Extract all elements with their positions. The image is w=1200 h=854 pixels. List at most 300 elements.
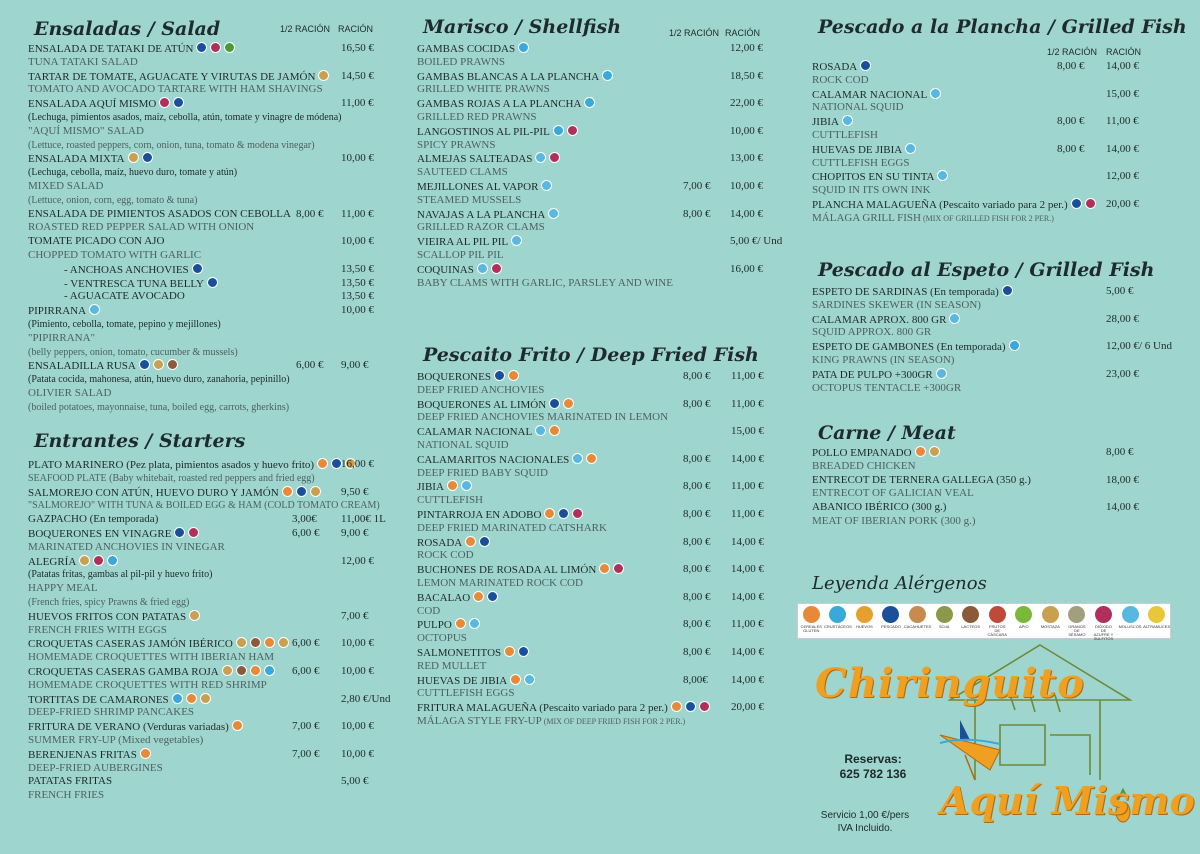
menu-row xyxy=(417,180,787,194)
item-name xyxy=(812,368,947,383)
crustacean-icon xyxy=(107,555,118,566)
allergen-icon xyxy=(803,606,820,623)
fish-icon xyxy=(487,591,498,602)
menu-row xyxy=(28,318,388,332)
item-text: FRITURA MALAGUEÑA (Pescaito variado para 2 per.) xyxy=(417,702,668,715)
item-translation xyxy=(28,789,104,803)
item-name xyxy=(28,304,100,319)
item-name xyxy=(28,290,185,304)
item-text: PATA DE PULPO +300GR xyxy=(812,368,933,381)
item-name xyxy=(812,446,940,461)
sulphite-icon xyxy=(613,563,624,574)
section-title: Pescado al Espeto / Grilled Fish xyxy=(818,259,1155,281)
sulphite-icon xyxy=(188,527,199,538)
menu-row xyxy=(812,60,1184,74)
item-text: ROSADA xyxy=(417,536,463,549)
full-price: 14,00 € xyxy=(1106,60,1139,72)
item-text: OCTOPUS TENTACLE +300GR xyxy=(812,381,962,394)
item-text: BOQUERONES EN VINAGRE xyxy=(28,527,172,540)
gluten-icon xyxy=(465,536,476,547)
half-price: 6,00 € xyxy=(292,637,320,650)
item-text: (Patatas fritas, gambas al pil-pil y huevo frito) xyxy=(28,569,213,581)
item-name xyxy=(417,70,613,85)
item-name xyxy=(28,775,112,789)
full-price: 13,50 € xyxy=(341,262,374,275)
menu-row xyxy=(417,398,787,412)
item-text: (Lechuga, pimientos asados, maíz, cebolla, atún, tomate y vinagre de módena) xyxy=(28,111,342,123)
menu-row xyxy=(28,208,388,222)
celery-icon xyxy=(224,42,235,53)
item-text: CUTTLEFISH EGGS xyxy=(417,687,515,700)
item-translation xyxy=(28,582,98,596)
menu-row xyxy=(28,346,388,360)
menu-row xyxy=(28,111,388,125)
mollusc-icon xyxy=(89,304,100,315)
menu-row xyxy=(417,618,787,632)
menu-row xyxy=(417,235,787,249)
full-price: 11,00 € xyxy=(731,370,764,382)
menu-row xyxy=(28,486,388,500)
menu-row xyxy=(812,446,1184,460)
item-translation xyxy=(28,596,189,610)
egg-icon xyxy=(318,70,329,81)
menu-row xyxy=(28,263,388,277)
crustacean-icon xyxy=(1009,340,1020,351)
item-name xyxy=(417,701,710,716)
item-name xyxy=(28,111,342,125)
menu-row xyxy=(417,411,787,425)
menu-row xyxy=(417,249,787,263)
item-translation xyxy=(812,299,981,313)
menu-row xyxy=(28,472,388,486)
plancha-list xyxy=(812,60,1184,226)
menu-row xyxy=(812,74,1184,88)
full-price: 8,00 € xyxy=(1106,446,1134,458)
header-full: RACIÓN xyxy=(725,28,761,38)
item-text: MÁLAGA STYLE FRY-UP xyxy=(417,714,542,727)
item-translation xyxy=(812,460,916,474)
menu-row xyxy=(28,568,388,582)
menu-row xyxy=(28,387,388,401)
half-price: 7,00 € xyxy=(683,179,711,192)
menu-row xyxy=(28,458,388,472)
item-text: CALAMAR NACIONAL xyxy=(417,426,533,439)
full-price: 16,00 € xyxy=(730,262,763,275)
menu-row xyxy=(28,692,391,707)
header-full: RACIÓN xyxy=(1106,47,1142,57)
item-text: GRILLED RED PRAWNS xyxy=(417,110,537,123)
egg-icon xyxy=(278,637,289,648)
menu-row xyxy=(28,42,388,56)
item-text: MEAT OF IBERIAN PORK (300 g.) xyxy=(812,514,976,527)
item-name xyxy=(417,152,560,167)
allergen-icon xyxy=(856,606,873,623)
item-text: "AQUÍ MISMO" SALAD xyxy=(28,124,144,137)
item-translation xyxy=(417,549,474,563)
item-text: HUEVAS DE JIBIA xyxy=(417,674,508,687)
item-translation xyxy=(812,184,931,198)
mollusc-icon xyxy=(524,674,535,685)
item-translation xyxy=(28,472,315,486)
item-text: - AGUACATE AVOCADO xyxy=(64,290,185,303)
menu-row xyxy=(28,637,388,651)
mollusc-icon xyxy=(937,170,948,181)
gluten-icon xyxy=(232,720,243,731)
item-text: ROCK COD xyxy=(417,549,474,562)
item-translation xyxy=(417,166,508,180)
half-price: 6,00 € xyxy=(296,359,324,372)
menu-row xyxy=(812,460,1184,474)
item-translation xyxy=(417,111,537,125)
item-translation xyxy=(28,221,254,235)
header-full: RACIÓN xyxy=(338,24,374,34)
crustacean-icon xyxy=(553,125,564,136)
full-price: 10,00 € xyxy=(341,304,374,317)
item-name xyxy=(28,166,237,180)
item-text: GAMBAS ROJAS A LA PLANCHA xyxy=(417,98,582,111)
item-translation xyxy=(417,687,514,701)
item-text: PATATAS FRITAS xyxy=(28,775,113,788)
sulphite-icon xyxy=(549,152,560,163)
menu-row xyxy=(28,624,388,638)
section-marisco xyxy=(417,16,787,290)
item-name xyxy=(417,125,578,140)
item-text: TUNA TATAKI SALAD xyxy=(28,55,138,68)
item-translation xyxy=(417,194,521,208)
half-price: 7,00 € xyxy=(292,720,320,733)
item-text: (Patata cocida, mahonesa, atún, huevo duro, zanahoria, pepinillo) xyxy=(28,374,290,386)
item-text: CHOPPED TOMATO WITH GARLIC xyxy=(28,248,202,261)
item-text: BREADED CHICKEN xyxy=(812,459,916,472)
crustacean-icon xyxy=(518,42,529,53)
item-translation xyxy=(28,346,238,360)
item-name xyxy=(28,748,151,763)
menu-row xyxy=(812,515,1184,529)
item-text: GAZPACHO (En temporada) xyxy=(28,513,159,526)
item-name xyxy=(28,277,218,292)
menu-row xyxy=(417,83,787,97)
full-price: 14,00 € xyxy=(731,645,764,658)
item-text: NATIONAL SQUID xyxy=(417,438,509,451)
item-translation xyxy=(417,494,483,508)
menu-row xyxy=(28,401,388,415)
menu-row xyxy=(28,720,388,734)
sulphite-icon xyxy=(93,555,104,566)
egg-icon xyxy=(79,555,90,566)
egg-icon xyxy=(153,359,164,370)
gluten-icon xyxy=(504,646,515,657)
item-text: TORTITAS DE CAMARONES xyxy=(28,693,169,706)
menu-row xyxy=(812,313,1184,327)
mollusc-icon xyxy=(535,425,546,436)
item-text: LANGOSTINOS AL PIL-PIL xyxy=(417,125,550,138)
full-price: 11,00 € xyxy=(731,507,764,520)
item-translation xyxy=(812,382,961,396)
menu-row xyxy=(812,212,1184,226)
menu-row xyxy=(28,332,388,346)
item-name xyxy=(417,235,522,250)
menu-row xyxy=(417,577,787,591)
item-text: ESPETO DE GAMBONES (En temporada) xyxy=(812,341,1006,354)
service-charge: Servicio 1,00 €/pers xyxy=(820,810,910,821)
mollusc-icon xyxy=(461,480,472,491)
full-price: 11,00 € xyxy=(341,207,374,220)
item-text: ENSALADA DE TATAKI DE ATÚN xyxy=(28,43,194,55)
item-translation xyxy=(28,387,111,401)
allergen-icon xyxy=(1122,606,1139,623)
legend-label: CACAHUETES xyxy=(903,624,932,629)
item-text: SPICY PRAWNS xyxy=(417,138,496,151)
header-half: 1/2 RACIÓN xyxy=(669,28,720,38)
item-translation xyxy=(28,624,167,638)
item-text: (Lettuce, onion, corn, egg, tomato & tuna) xyxy=(28,194,198,206)
full-price: 15,00 € xyxy=(731,425,764,438)
menu-row xyxy=(812,501,1184,515)
item-text: LEMON MARINATED ROCK COD xyxy=(417,576,583,589)
full-price: 5,00 € xyxy=(1106,285,1134,297)
espeto-list xyxy=(812,285,1184,395)
menu-row xyxy=(417,674,787,688)
section-pescaito xyxy=(417,344,787,729)
item-text: ESPETO DE SARDINAS (En temporada) xyxy=(812,286,999,298)
gluten-icon xyxy=(671,701,682,712)
full-price: 13,50 € xyxy=(341,290,374,303)
item-name xyxy=(812,88,941,103)
menu-row xyxy=(28,152,388,166)
mollusc-icon xyxy=(930,88,941,99)
fish-icon xyxy=(196,42,207,53)
section-title: Carne / Meat xyxy=(818,422,956,444)
legend-item xyxy=(800,606,822,633)
menu-row xyxy=(812,101,1184,115)
menu-row xyxy=(28,180,388,194)
legend-label: GRANOS DE SÉSAMO xyxy=(1068,624,1086,637)
item-name xyxy=(28,610,200,625)
gluten-icon xyxy=(549,425,560,436)
menu-row xyxy=(28,56,388,70)
menu-row xyxy=(812,382,1184,396)
half-price: 7,00 € xyxy=(292,747,320,760)
item-text: (Lettuce, roasted peppers, corn, onion, tuna, tomato & modena vinegar) xyxy=(28,139,315,151)
item-text: CROQUETAS CASERAS GAMBA ROJA xyxy=(28,665,219,678)
menu-row xyxy=(812,368,1184,382)
menu-row xyxy=(417,660,787,674)
fish-icon xyxy=(494,370,505,381)
legend-label: SOJA xyxy=(938,624,950,629)
gluten-icon xyxy=(510,674,521,685)
legend-item xyxy=(1013,606,1035,629)
menu-row xyxy=(417,715,787,729)
gluten-icon xyxy=(915,446,926,457)
item-translation xyxy=(417,467,548,481)
allergen-legend xyxy=(797,603,1171,639)
full-price: 15,00 € xyxy=(1106,87,1139,100)
menu-row xyxy=(812,129,1184,143)
mollusc-icon xyxy=(511,235,522,246)
full-price: 18,00 € xyxy=(1106,473,1139,486)
item-text: BOQUERONES AL LIMÓN xyxy=(417,398,547,411)
gluten-icon xyxy=(563,398,574,409)
menu-row xyxy=(417,166,787,180)
item-translation xyxy=(417,660,486,674)
half-price: 6,00 € xyxy=(292,526,320,539)
mollusc-icon xyxy=(477,263,488,274)
menu-row xyxy=(417,467,787,481)
full-price: 13,50 € xyxy=(341,276,374,289)
fish-icon xyxy=(174,527,185,538)
gluten-icon xyxy=(282,486,293,497)
item-name xyxy=(812,170,948,185)
item-text: - ANCHOAS ANCHOVIES xyxy=(64,263,189,276)
item-translation xyxy=(28,401,289,415)
full-price: 9,00 € xyxy=(341,526,369,539)
full-price: 14,00 € xyxy=(731,590,764,603)
menu-row xyxy=(417,221,787,235)
item-text: TOMATO AND AVOCADO TARTARE WITH HAM SHAVINGS xyxy=(28,83,323,96)
item-translation xyxy=(28,706,194,720)
full-price: 5,00 €/ Und xyxy=(730,235,783,248)
legend-label: CRUSTÁCEOS xyxy=(823,624,852,629)
fish-icon xyxy=(479,536,490,547)
menu-row xyxy=(812,299,1184,313)
full-price: 2,80 €/Und xyxy=(341,692,391,705)
full-price: 14,50 € xyxy=(341,69,374,82)
item-translation xyxy=(812,212,1054,226)
legend-item xyxy=(880,606,902,629)
menu-row xyxy=(417,97,787,111)
sulphite-icon xyxy=(699,701,710,712)
section-carne xyxy=(812,422,1184,529)
fish-icon xyxy=(139,359,150,370)
item-translation xyxy=(417,715,685,729)
item-text: DEEP FRIED BABY SQUID xyxy=(417,466,548,479)
menu-row xyxy=(812,115,1184,129)
item-name xyxy=(417,263,502,278)
full-price: 9,50 € xyxy=(341,485,369,498)
reservas-phone[interactable]: 625 782 136 xyxy=(839,767,907,781)
crustacean-icon xyxy=(264,665,275,676)
menu-row xyxy=(28,235,388,249)
section-title: Entrantes / Starters xyxy=(34,430,246,452)
full-price: 23,00 € xyxy=(1106,367,1139,380)
item-name xyxy=(28,693,211,708)
item-name xyxy=(28,527,199,542)
gluten-icon xyxy=(264,637,275,648)
half-price: 8,00 € xyxy=(683,645,711,658)
menu-row xyxy=(28,596,388,610)
menu-row xyxy=(28,97,388,111)
full-price: 14,00 € xyxy=(1106,501,1139,514)
header-half: 1/2 RACIÓN xyxy=(1047,47,1098,57)
full-price: 10,00 € xyxy=(341,664,374,677)
item-text: SUMMER FRY-UP (Mixed vegetables) xyxy=(28,733,204,746)
gluten-icon xyxy=(586,453,597,464)
item-text: HUEVAS DE JIBIA xyxy=(812,143,903,156)
mollusc-icon xyxy=(469,618,480,629)
item-text: COQUINAS xyxy=(417,263,474,276)
item-text: ENTRECOT OF GALICIAN VEAL xyxy=(812,487,974,500)
menu-row xyxy=(28,166,388,180)
legend-item xyxy=(1143,606,1171,629)
menu-row xyxy=(417,591,787,605)
menu-row xyxy=(417,563,787,577)
full-price: 12,00 € xyxy=(1106,170,1139,183)
menu-row xyxy=(417,605,787,619)
item-name xyxy=(417,480,472,495)
legend-item xyxy=(960,606,982,629)
egg-icon xyxy=(128,152,139,163)
menu-row xyxy=(28,221,388,235)
allergen-icon xyxy=(989,606,1006,623)
menu-row xyxy=(417,425,787,439)
full-price: 7,00 € xyxy=(341,609,369,622)
gluten-icon xyxy=(473,591,484,602)
legend-label: APIO xyxy=(1019,624,1029,629)
item-text: (Pimiento, cebolla, tomate, pepino y mejillones) xyxy=(28,318,221,330)
item-translation xyxy=(417,632,467,646)
item-text: CALAMAR NACIONAL xyxy=(812,88,928,101)
item-text: BOILED PRAWNS xyxy=(417,55,506,68)
item-name xyxy=(28,97,184,112)
menu-row xyxy=(28,775,388,789)
menu-row xyxy=(812,157,1184,171)
menu-row xyxy=(28,513,388,527)
half-price: 8,00 € xyxy=(683,370,711,382)
item-translation xyxy=(28,679,267,693)
legend-item xyxy=(823,606,852,629)
item-text: SQUID APPROX. 800 GR xyxy=(812,326,932,339)
item-text: HUEVOS FRITOS CON PATATAS xyxy=(28,610,187,623)
item-text: CALAMARITOS NACIONALES xyxy=(417,453,570,466)
mollusc-icon xyxy=(572,453,583,464)
full-price: 13,00 € xyxy=(730,152,763,165)
menu-row xyxy=(28,555,388,569)
item-name xyxy=(812,313,960,328)
item-text: DEEP FRIED ANCHOVIES xyxy=(417,383,545,396)
sulphite-icon xyxy=(491,263,502,274)
item-text: HOMEMADE CROQUETTES WITH RED SHRIMP xyxy=(28,678,267,691)
item-text: (belly peppers, onion, tomato, cucumber & mussels) xyxy=(28,346,238,358)
sulphite-icon xyxy=(567,125,578,136)
fish-icon xyxy=(1071,198,1082,209)
item-text: SCALLOP PIL PIL xyxy=(417,248,504,261)
section-title: Marisco / Shellfish xyxy=(423,16,622,38)
item-translation xyxy=(417,439,509,453)
full-price: 10,00 € xyxy=(341,637,374,650)
item-name xyxy=(417,370,519,385)
item-text: SAUTEED CLAMS xyxy=(417,166,508,179)
item-name xyxy=(417,208,559,223)
item-translation xyxy=(812,129,878,143)
item-translation xyxy=(28,332,95,346)
sulphite-icon xyxy=(159,97,170,108)
item-text: DEEP-FRIED SHRIMP PANCAKES xyxy=(28,706,195,719)
item-name xyxy=(812,198,1096,213)
item-text: "SALMOREJO" WITH TUNA & BOILED EGG & HAM (COLD TOMATO CREAM) xyxy=(28,500,380,512)
item-text: POLLO EMPANADO xyxy=(812,447,912,459)
legend-label: MOSTAZA xyxy=(1040,624,1060,629)
menu-row xyxy=(417,536,787,550)
item-text: BUCHONES DE ROSADA AL LIMÓN xyxy=(417,564,597,577)
menu-row xyxy=(417,687,787,701)
item-note: (MIX OF DEEP FRIED FISH FOR 2 PER.) xyxy=(541,716,686,726)
menu-row xyxy=(417,480,787,494)
menu-row xyxy=(417,277,787,291)
full-price: 14,00 € xyxy=(731,673,764,686)
fish-icon xyxy=(142,152,153,163)
gluten-icon xyxy=(186,693,197,704)
item-translation xyxy=(28,651,274,665)
